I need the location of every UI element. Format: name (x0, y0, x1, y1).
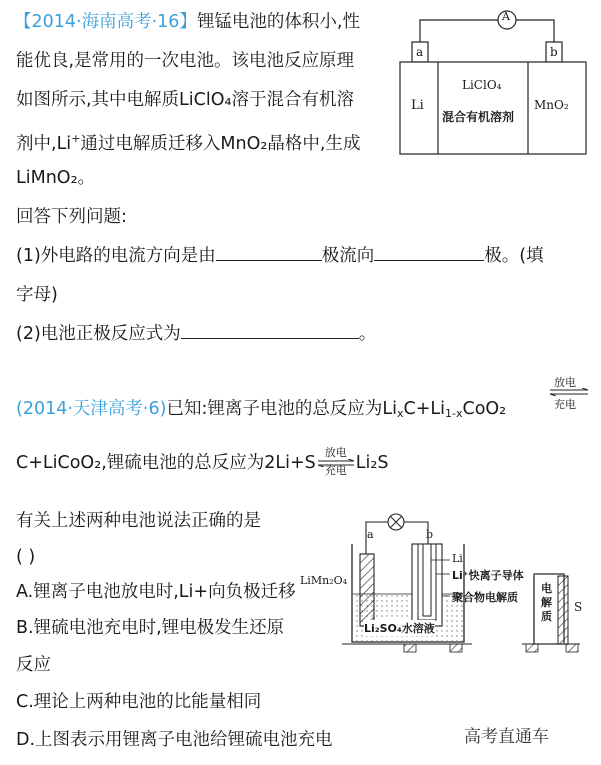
electrode-limn2o4 (360, 554, 374, 626)
q1-line-1 (14, 8, 360, 36)
q2-label-limn2o4: LiMn₂O₄ (300, 574, 348, 587)
q1-blank-3[interactable] (181, 320, 359, 339)
q1-blank-2[interactable] (374, 242, 484, 261)
ammeter-label: A (502, 10, 510, 23)
q2-terminal-a: a (367, 528, 374, 541)
electrolyte-solvent: 混合有机溶剂 (442, 110, 515, 124)
electrode-s (558, 576, 568, 644)
arrow1-bottom: 充电 (554, 398, 576, 411)
q2-stem-x: x (396, 407, 404, 420)
q2-stem-c: CoO₂ (462, 399, 507, 419)
arrow2-top: 放电 (324, 446, 347, 459)
q2-stem-1 (16, 395, 506, 428)
q2-label-li: Li (452, 552, 463, 565)
double-arrow-icon (548, 388, 590, 396)
q2-ask-1: 有关上述两种电池说法正确的是 (16, 511, 261, 531)
q2-ask-2[interactable]: ( ) (16, 547, 36, 567)
q2-label-electrolyte: 电解质 (541, 582, 552, 623)
q2-stem-b: C+Li (403, 399, 445, 419)
q1-source: 【2014·海南高考·16】 (14, 12, 197, 32)
q1-intro-5: LiMnO₂。 (16, 168, 96, 188)
q2-stem-2 (16, 446, 389, 477)
terminal-b-label: b (550, 45, 558, 59)
q1-intro-4b: 通过电解质迁移入MnO₂晶格中,生成 (80, 134, 361, 154)
q1-part1-c: 极。(填 (484, 246, 544, 266)
q2-source: (2014·天津高考·6) (16, 399, 167, 419)
q1-cell-diagram (394, 8, 594, 160)
q1-intro-4 (16, 125, 360, 158)
arrow1-top: 放电 (554, 376, 576, 389)
terminal-a-label: a (416, 45, 424, 59)
q2-reaction-arrow-1 (548, 374, 590, 411)
q2-reaction-arrow-2 (316, 446, 356, 477)
q2-option-a[interactable]: A.锂离子电池放电时,Li+向负极迁移 (16, 582, 296, 602)
q1-intro-4-sup: + (71, 132, 81, 145)
electrolyte-formula: LiClO₄ (462, 78, 502, 92)
q2-option-c[interactable]: C.理论上两种电池的比能量相同 (16, 692, 262, 712)
q1-part1-b: 极流向 (321, 246, 375, 266)
q1-intro-2: 能优良,是常用的一次电池。该电池反应原理 (16, 51, 355, 71)
q2-option-b[interactable]: B.锂硫电池充电时,锂电极发生还原 (16, 618, 285, 638)
q1-intro-1: 锂锰电池的体积小,性 (196, 12, 360, 32)
q2-terminal-b: b (426, 528, 434, 541)
q2-label-conductor: Li⁺快离子导体 (452, 569, 524, 582)
q1-part1-d: 字母) (16, 285, 58, 305)
watermark: 高考直通车 (464, 727, 549, 747)
q2-stem2-a: C+LiCoO₂,锂硫电池的总反应为2Li+S (16, 453, 316, 473)
q1-part2-b: 。 (358, 324, 377, 344)
q2-label-solution: Li₂SO₄水溶液 (364, 622, 435, 635)
q2-option-b-cont: 反应 (16, 655, 51, 675)
q1-intro-3: 如图所示,其中电解质LiClO₄溶于混合有机溶 (16, 90, 355, 110)
arrow2-bottom: 充电 (324, 464, 347, 477)
q1-part2 (16, 320, 376, 348)
q1-part1 (16, 242, 544, 270)
q1-blank-1[interactable] (216, 242, 322, 261)
electrode-li: Li (411, 98, 424, 113)
q2-label-polymer: 聚合物电解质 (452, 591, 518, 604)
q2-stem2-b: Li₂S (355, 453, 389, 473)
q1-part2-a: (2)电池正极反应式为 (16, 324, 181, 344)
q1-intro-4a: 剂中,Li (16, 134, 72, 154)
q1-prompt: 回答下列问题: (16, 207, 127, 227)
q1-part1-a: (1)外电路的电流方向是由 (16, 246, 216, 266)
electrode-mno2: MnO₂ (534, 98, 569, 112)
q2-stem-1x: 1-x (444, 407, 463, 420)
q2-stem-a: 已知:锂离子电池的总反应为Li (166, 399, 397, 419)
q2-option-d[interactable]: D.上图表示用锂离子电池给锂硫电池充电 (16, 730, 333, 750)
q2-label-s: S (574, 600, 583, 614)
q2-battery-diagram (300, 504, 595, 654)
